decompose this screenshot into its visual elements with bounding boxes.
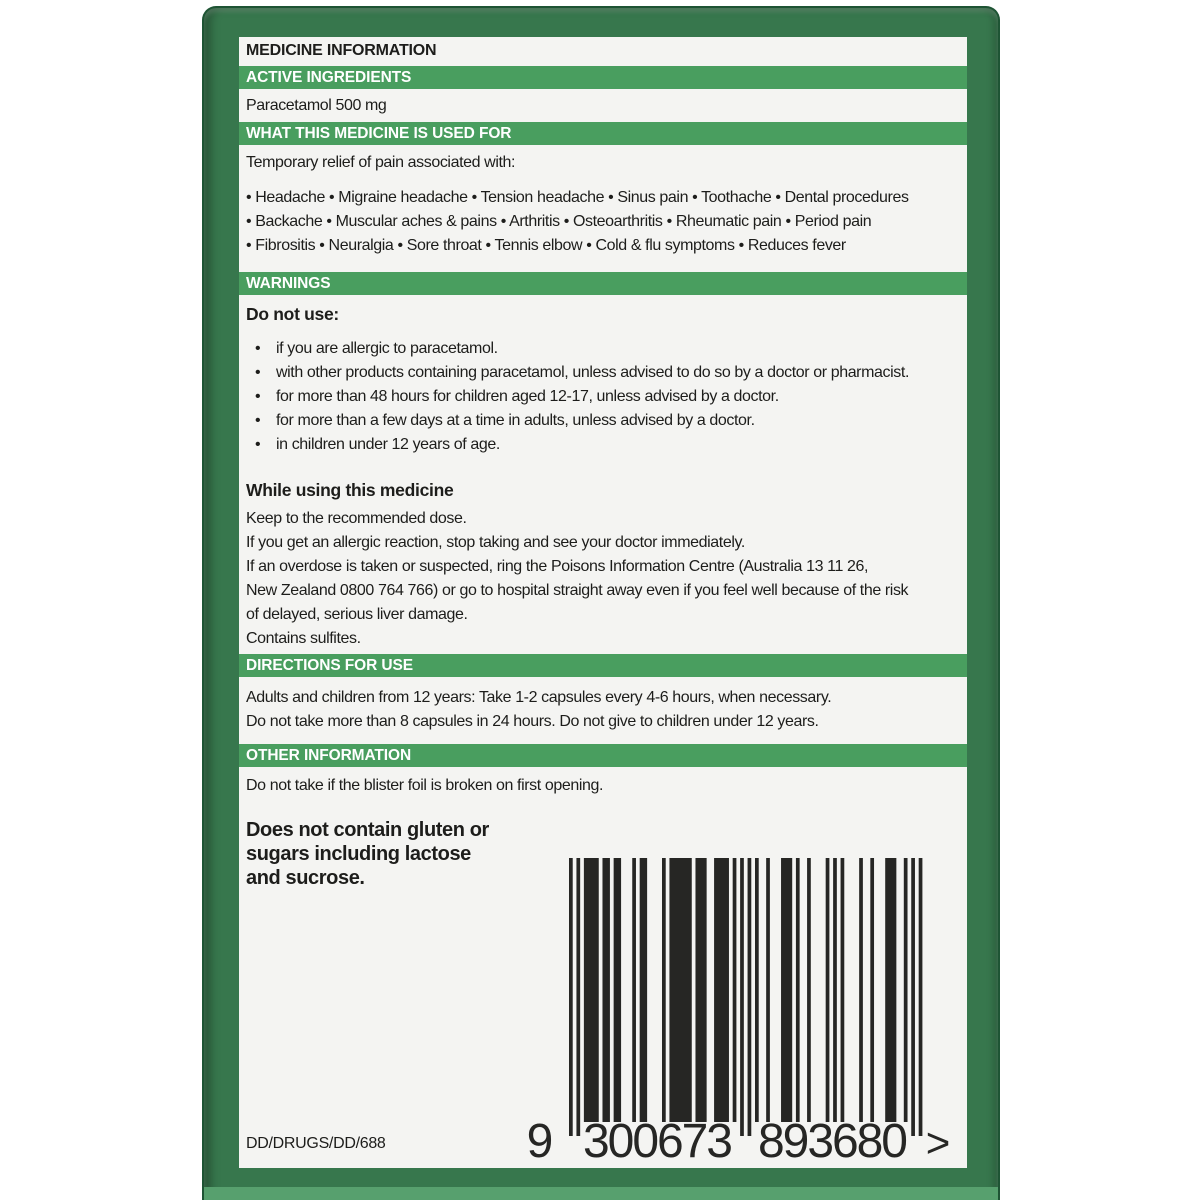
warning-bullet: • for more than 48 hours for children aged 12-17, unless advised by a doctor. (246, 385, 960, 409)
while-using-line: Keep to the recommended dose. (246, 510, 467, 527)
do-not-use-list (246, 337, 960, 457)
do-not-use-label: Do not use: (246, 304, 339, 324)
while-using-line: New Zealand 0800 764 766) or go to hospital straight away even if you feel well because of the risk (246, 582, 909, 599)
other-information-line: Do not take if the blister foil is broken on first opening. (246, 777, 604, 794)
section-header-other-information: OTHER INFORMATION (239, 744, 967, 767)
section-header-directions: DIRECTIONS FOR USE (239, 654, 967, 677)
gluten-free-line: Does not contain gluten or (246, 819, 489, 841)
used-for-intro: Temporary relief of pain associated with: (246, 154, 516, 171)
used-for-line: • Backache • Muscular aches & pains • Arthritis • Osteoarthritis • Rheumatic pain • Period pain (246, 213, 872, 230)
section-header-used-for: WHAT THIS MEDICINE IS USED FOR (239, 122, 967, 145)
while-using-label: While using this medicine (246, 480, 454, 500)
used-for-list (246, 186, 960, 258)
used-for-line: • Fibrositis • Neuralgia • Sore throat • Tennis elbow • Cold & flu symptoms • Reduces fever (246, 237, 846, 254)
print-code: DD/DRUGS/DD/688 (246, 1135, 386, 1152)
while-using-line: Contains sulfites. (246, 630, 361, 647)
directions-line: Adults and children from 12 years: Take 1-2 capsules every 4-6 hours, when necessary. (246, 689, 832, 706)
while-using-line: If an overdose is taken or suspected, ring the Poisons Information Centre (Australia 13 11 26, (246, 558, 869, 575)
warnings-body (239, 295, 967, 654)
other-information-body (239, 767, 967, 798)
while-using-paragraph (246, 507, 960, 651)
warning-bullet: • with other products containing paracetamol, unless advised to do so by a doctor or pharmacist. (246, 361, 960, 385)
panel-title: MEDICINE INFORMATION (246, 42, 437, 59)
warning-bullet: • for more than a few days at a time in adults, unless advised by a doctor. (246, 409, 960, 433)
section-header-active-ingredients: ACTIVE INGREDIENTS (239, 66, 967, 89)
warning-bullet: • in children under 12 years of age. (246, 433, 960, 457)
svg-text:300673: 300673 (583, 1115, 733, 1167)
active-ingredients-text: Paracetamol 500 mg (246, 97, 387, 114)
warning-bullet: • if you are allergic to paracetamol. (246, 337, 960, 361)
gluten-free-line: sugars including lactose (246, 843, 471, 865)
while-using-line: If you get an allergic reaction, stop taking and see your doctor immediately. (246, 534, 745, 551)
information-panel (239, 37, 967, 1168)
directions-body (239, 677, 967, 744)
gluten-free-line: and sucrose. (246, 867, 365, 889)
svg-text:>: > (925, 1119, 951, 1166)
barcode (524, 855, 954, 1167)
section-header-warnings: WARNINGS (239, 272, 967, 295)
used-for-body (239, 145, 967, 272)
while-using-line: of delayed, serious liver damage. (246, 606, 468, 623)
svg-text:893680: 893680 (758, 1115, 908, 1167)
directions-line: Do not take more than 8 capsules in 24 hours. Do not give to children under 12 years. (246, 713, 819, 730)
svg-text:9: 9 (526, 1115, 554, 1167)
used-for-line: • Headache • Migraine headache • Tension headache • Sinus pain • Toothache • Dental procedures (246, 189, 909, 206)
medicine-box-back-panel (202, 6, 1000, 1200)
